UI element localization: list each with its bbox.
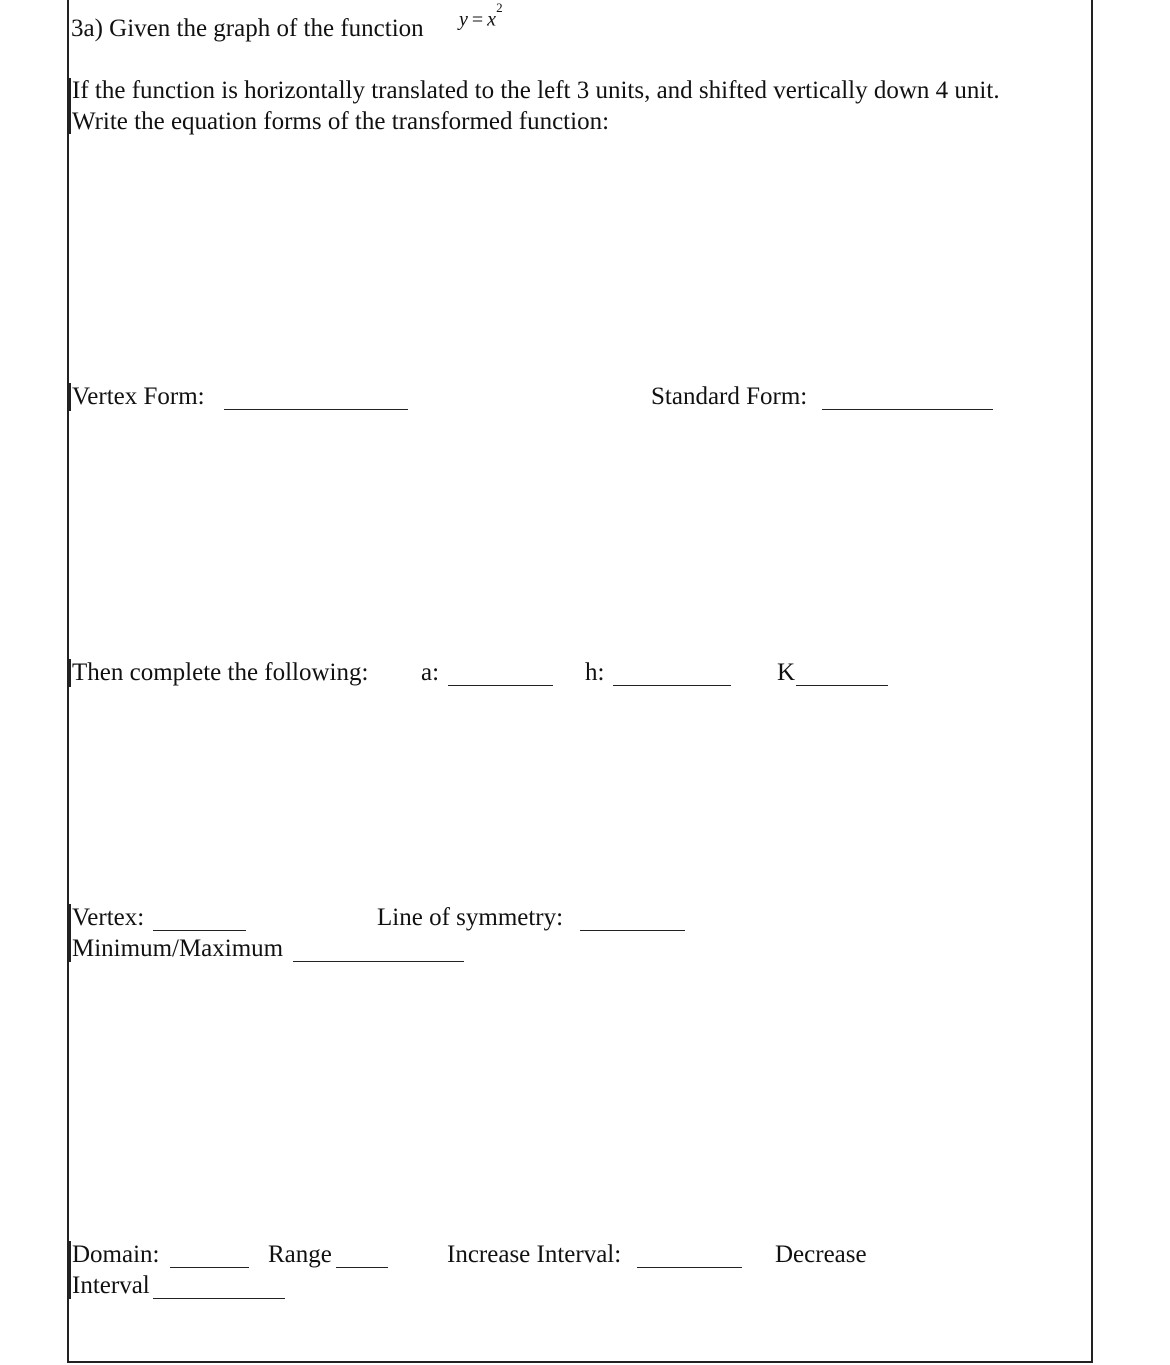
increase-interval-blank[interactable] [637, 1267, 742, 1268]
a-label: a: [421, 659, 440, 686]
h-blank[interactable] [613, 685, 731, 686]
decrease-label: Decrease [775, 1241, 867, 1268]
complete-label: Then complete the following: [72, 659, 369, 686]
k-label: K [777, 659, 796, 686]
standard-form-label: Standard Form: [651, 383, 808, 410]
function-lhs: y [459, 8, 468, 31]
minmax-label: Minimum/Maximum [72, 935, 284, 962]
interval-label: Interval [72, 1272, 150, 1299]
symmetry-blank[interactable] [580, 930, 685, 931]
standard-form-blank[interactable] [822, 409, 993, 410]
vertex-form-label: Vertex Form: [72, 383, 205, 410]
decrease-interval-blank[interactable] [153, 1298, 285, 1299]
h-label: h: [585, 659, 605, 686]
domain-margin-bar [69, 1241, 71, 1299]
function-equals: = [471, 8, 484, 31]
function-base: x [487, 8, 497, 31]
increase-interval-label: Increase Interval: [447, 1241, 622, 1268]
function-expression [459, 0, 503, 32]
range-label: Range [268, 1241, 332, 1268]
vertex-margin-bar [69, 904, 71, 962]
instruction-line-2: Write the equation forms of the transformed function: [72, 108, 610, 135]
a-blank[interactable] [448, 685, 553, 686]
complete-margin-bar [69, 659, 71, 687]
vertex-blank[interactable] [153, 930, 246, 931]
domain-blank[interactable] [170, 1267, 249, 1268]
vertex-label: Vertex: [72, 904, 145, 931]
question-prefix: 3a) Given the graph of the function [71, 15, 424, 42]
function-exponent: 2 [496, 0, 503, 15]
instruction-line-1: If the function is horizontally translated to the left 3 units, and shifted vertically down 4 unit. [72, 77, 1000, 104]
vertex-form-blank[interactable] [224, 409, 408, 410]
instruction-margin-bar [69, 78, 71, 134]
k-blank[interactable] [796, 685, 888, 686]
symmetry-label: Line of symmetry: [377, 904, 564, 931]
range-blank[interactable] [336, 1267, 388, 1268]
domain-label: Domain: [72, 1241, 160, 1268]
vertex-form-margin-bar [69, 383, 71, 411]
minmax-blank[interactable] [293, 961, 464, 962]
